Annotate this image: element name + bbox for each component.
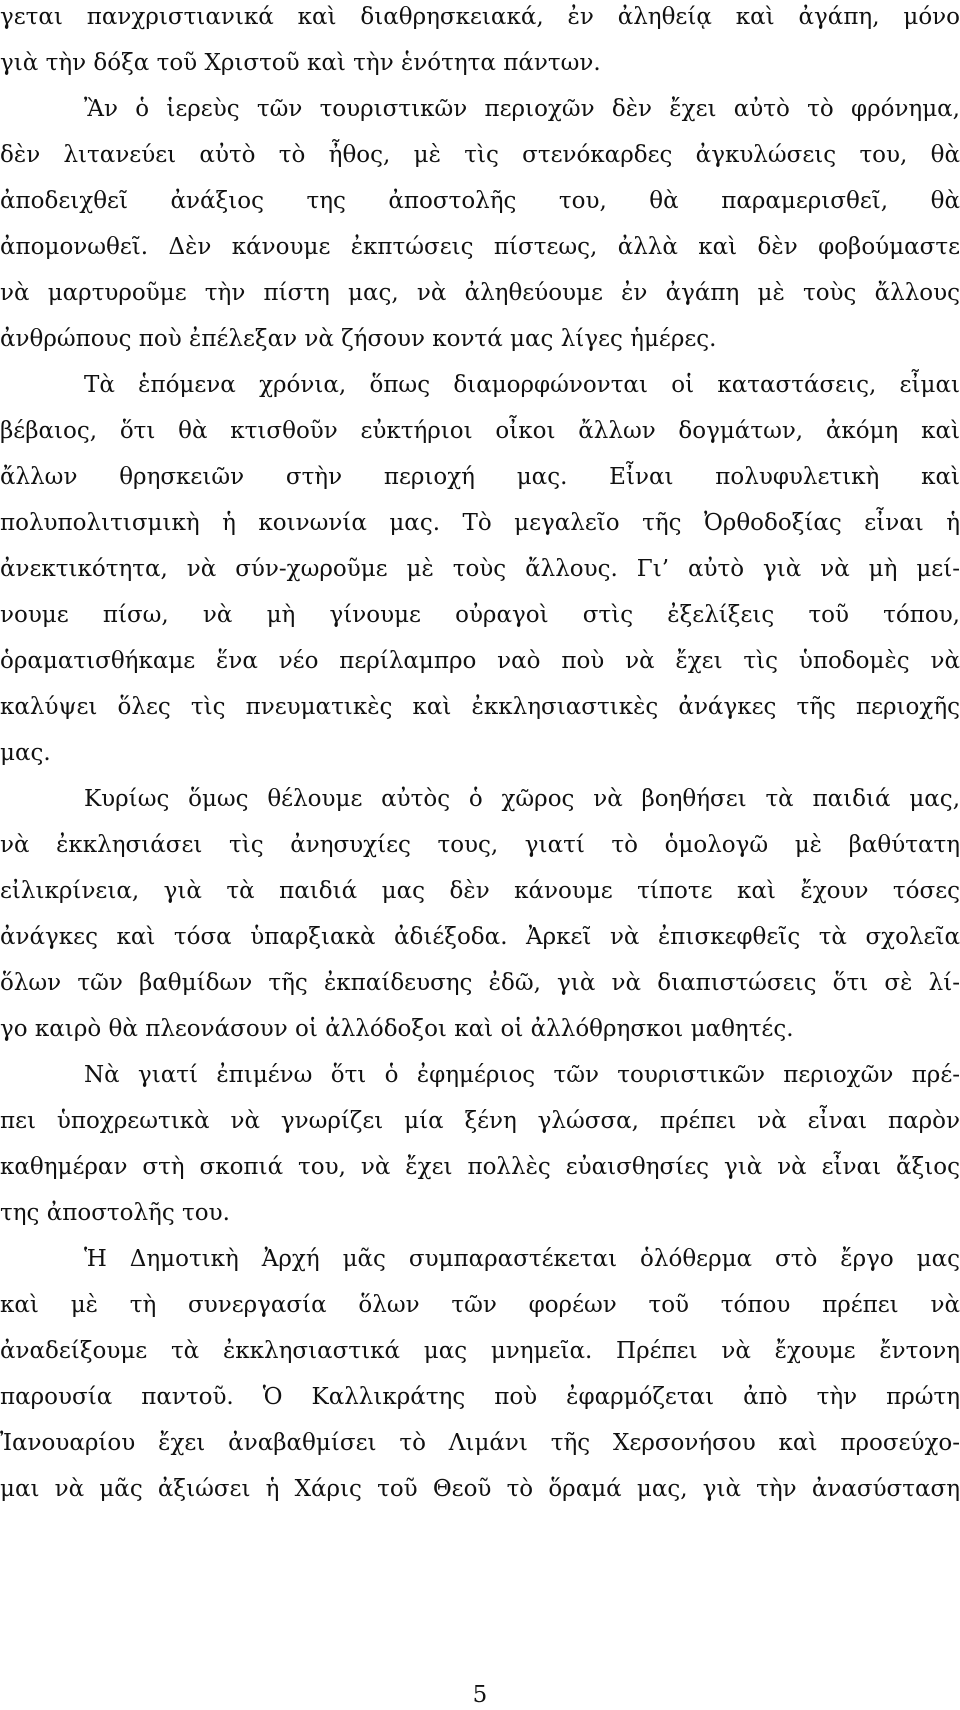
paragraph-start-line: Κυρίως ὅμως θέλουμε αὐτὸς ὁ χῶρος νὰ βοηθήσει τὰ παιδιά μας,: [84, 786, 960, 812]
text-line: ἀνάγκες καὶ τόσα ὑπαρξιακὰ ἀδιέξοδα. Ἀρκεῖ νὰ ἐπισκεφθεῖς τὰ σχολεῖα: [0, 924, 960, 950]
paragraph-start-line: Νὰ γιατί ἐπιμένω ὅτι ὁ ἐφημέριος τῶν τουριστικῶν περιοχῶν πρέ-: [84, 1062, 960, 1088]
text-line: ὁραματισθήκαμε ἕνα νέο περίλαμπρο ναὸ ποὺ νὰ ἔχει τὶς ὑποδομὲς νὰ: [0, 648, 960, 674]
paragraph-start-line: Ἂν ὁ ἱερεὺς τῶν τουριστικῶν περιοχῶν δὲν ἔχει αὐτὸ τὸ φρόνημα,: [84, 96, 960, 122]
text-line: ἄλλων θρησκειῶν στὴν περιοχή μας. Εἶναι πολυφυλετικὴ καὶ: [0, 464, 960, 490]
text-line: πολυπολιτισμικὴ ἡ κοινωνία μας. Τὸ μεγαλεῖο τῆς Ὀρθοδοξίας εἶναι ἡ: [0, 510, 960, 536]
text-line: ἀνεκτικότητα, νὰ σύν-χωροῦμε μὲ τοὺς ἄλλους. Γι’ αὐτὸ γιὰ νὰ μὴ μεί-: [0, 556, 960, 582]
text-line: μαι νὰ μᾶς ἀξιώσει ἡ Χάρις τοῦ Θεοῦ τὸ ὅραμά μας, γιὰ τὴν ἀνασύσταση: [0, 1476, 960, 1502]
text-line: πει ὑποχρεωτικὰ νὰ γνωρίζει μία ξένη γλώσσα, πρέπει νὰ εἶναι παρὸν: [0, 1108, 960, 1134]
text-line: γεται πανχριστιανικά καὶ διαθρησκειακά, ἐν ἀληθείᾳ καὶ ἀγάπη, μόνο: [0, 4, 960, 30]
text-line: Ἰανουαρίου ἔχει ἀναβαθμίσει τὸ Λιμάνι τῆς Χερσονήσου καὶ προσεύχο-: [0, 1430, 960, 1456]
text-line: γο καιρὸ θὰ πλεονάσουν οἱ ἀλλόδοξοι καὶ οἱ ἀλλόθρησκοι μαθητές.: [0, 1016, 794, 1042]
text-line: ἀναδείξουμε τὰ ἐκκλησιαστικά μας μνημεῖα. Πρέπει νὰ ἔχουμε ἔντονη: [0, 1338, 960, 1364]
text-line: νὰ μαρτυροῦμε τὴν πίστη μας, νὰ ἀληθεύουμε ἐν ἀγάπη μὲ τοὺς ἄλλους: [0, 280, 960, 306]
text-line: εἰλικρίνεια, γιὰ τὰ παιδιά μας δὲν κάνουμε τίποτε καὶ ἔχουν τόσες: [0, 878, 960, 904]
text-line: παρουσία παντοῦ. Ὁ Καλλικράτης ποὺ ἐφαρμόζεται ἀπὸ τὴν πρώτη: [0, 1384, 960, 1410]
text-line: ἀποδειχθεῖ ἀνάξιος της ἀποστολῆς του, θὰ παραμερισθεῖ, θὰ: [0, 188, 960, 214]
text-line: δὲν λιτανεύει αὐτὸ τὸ ἦθος, μὲ τὶς στενόκαρδες ἀγκυλώσεις του, θὰ: [0, 142, 960, 168]
text-line: βέβαιος, ὅτι θὰ κτισθοῦν εὐκτήριοι οἶκοι ἄλλων δογμάτων, ἀκόμη καὶ: [0, 418, 960, 444]
text-line: καλύψει ὅλες τὶς πνευματικὲς καὶ ἐκκλησιαστικὲς ἀνάγκες τῆς περιοχῆς: [0, 694, 960, 720]
text-line: νὰ ἐκκλησιάσει τὶς ἀνησυχίες τους, γιατί τὸ ὁμολογῶ μὲ βαθύτατη: [0, 832, 960, 858]
text-line: γιὰ τὴν δόξα τοῦ Χριστοῦ καὶ τὴν ἑνότητα πάντων.: [0, 50, 601, 76]
text-line: καὶ μὲ τὴ συνεργασία ὅλων τῶν φορέων τοῦ τόπου πρέπει νὰ: [0, 1292, 960, 1318]
text-line: ὅλων τῶν βαθμίδων τῆς ἐκπαίδευσης ἐδῶ, γιὰ νὰ διαπιστώσεις ὅτι σὲ λί-: [0, 970, 960, 996]
text-line: ἀπομονωθεῖ. Δὲν κάνουμε ἐκπτώσεις πίστεως, ἀλλὰ καὶ δὲν φοβούμαστε: [0, 234, 960, 260]
paragraph-start-line: Τὰ ἑπόμενα χρόνια, ὅπως διαμορφώνονται οἱ καταστάσεις, εἶμαι: [84, 372, 960, 398]
text-line: ἀνθρώπους ποὺ ἐπέλεξαν νὰ ζήσουν κοντά μας λίγες ἡμέρες.: [0, 326, 717, 352]
text-line: καθημέραν στὴ σκοπιά του, νὰ ἔχει πολλὲς εὐαισθησίες γιὰ νὰ εἶναι ἄξιος: [0, 1154, 960, 1180]
page-number: 5: [472, 1682, 488, 1708]
text-line: νουμε πίσω, νὰ μὴ γίνουμε οὐραγοὶ στὶς ἐξελίξεις τοῦ τόπου,: [0, 602, 960, 628]
text-line: μας.: [0, 740, 51, 766]
text-line: της ἀποστολῆς του.: [0, 1200, 230, 1226]
paragraph-start-line: Ἡ Δημοτικὴ Ἀρχή μᾶς συμπαραστέκεται ὁλόθερμα στὸ ἔργο μας: [84, 1246, 960, 1272]
